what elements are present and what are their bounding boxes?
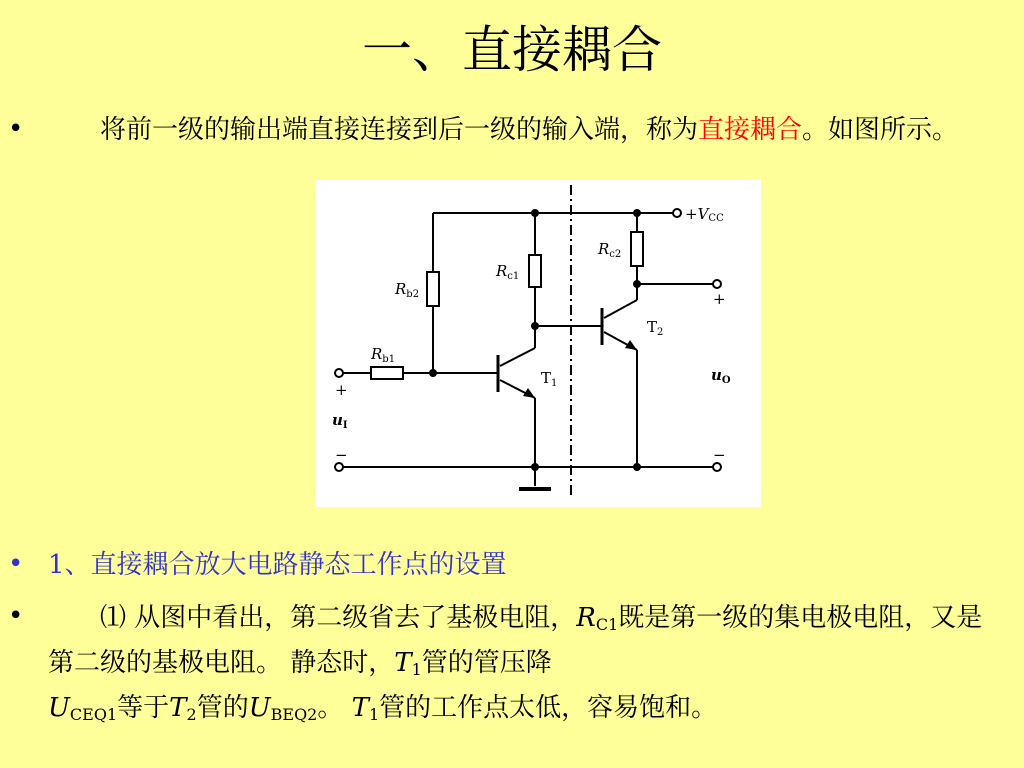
input-minus-label: − bbox=[335, 446, 348, 464]
input-terminal-bottom bbox=[335, 463, 343, 471]
rc2-resistor bbox=[631, 232, 643, 266]
rc1-label: $R_{c1}$ bbox=[496, 262, 520, 282]
circuit-diagram bbox=[315, 180, 761, 507]
bullet-2: • bbox=[8, 549, 24, 579]
output-minus-label: − bbox=[713, 446, 726, 464]
input-plus-label: + bbox=[335, 381, 348, 399]
intro-paragraph bbox=[48, 114, 998, 146]
output-plus-label: + bbox=[713, 290, 726, 308]
output-terminal-bottom bbox=[713, 463, 721, 471]
rb1-resistor bbox=[371, 367, 403, 379]
ubeq2-symbol: $U_{BEQ2}$ bbox=[248, 693, 318, 724]
intro-highlight: 直接耦合 bbox=[698, 115, 803, 145]
uo-label: $u_O$ bbox=[711, 366, 731, 386]
t1-label: $T_1$ bbox=[541, 369, 558, 389]
rc2-label: $R_{c2}$ bbox=[598, 240, 622, 260]
t2-symbol: $T_2$ bbox=[169, 693, 197, 724]
t1-symbol: $T_1$ bbox=[394, 648, 422, 679]
uceq1-symbol: $U_{CEQ1}$ bbox=[48, 693, 118, 724]
section-heading: 1、直接耦合放大电路静态工作点的设置 bbox=[48, 550, 507, 580]
explanation-lead: ⑴ 从图中看出，第二级省去了基极电阻， bbox=[100, 603, 577, 633]
bullet-1: • bbox=[8, 114, 24, 144]
rb1-label: $R_{b1}$ bbox=[371, 345, 396, 365]
output-terminal-top bbox=[713, 280, 721, 288]
rb2-label: $R_{b2}$ bbox=[395, 280, 420, 300]
intro-text: 将前一级的输出端直接连接到后一级的输入端，称为 bbox=[100, 115, 699, 145]
bullet-3: • bbox=[8, 601, 24, 631]
vcc-terminal bbox=[673, 209, 681, 217]
rc1-symbol: $R_{C1}$ bbox=[576, 603, 619, 634]
rb2-resistor bbox=[427, 272, 439, 306]
t2-label: $T_2$ bbox=[647, 318, 664, 338]
ui-label: $u_I$ bbox=[332, 411, 348, 431]
rc1-resistor bbox=[529, 255, 541, 287]
slide-title: 一、直接耦合 bbox=[362, 21, 662, 79]
input-terminal-top bbox=[335, 369, 343, 377]
t1-symbol-2: $T_1$ bbox=[351, 693, 380, 724]
explanation-paragraph: ⑴ 从图中看出，第二级省去了基极电阻，$R_{C1}$既是第一级的集电极电阻，又是第二级的基极电阻。 静态时，$T_1$管的管压降 $U_{CEQ1}$等于$T_2$管的$U_{BEQ2}$。 $T_1$管的工作点太低，容易饱和。 bbox=[48, 603, 983, 724]
vcc-label: +VCC bbox=[685, 205, 724, 224]
circuit-svg bbox=[315, 180, 761, 507]
intro-tail: 。如图所示。 bbox=[802, 115, 959, 145]
